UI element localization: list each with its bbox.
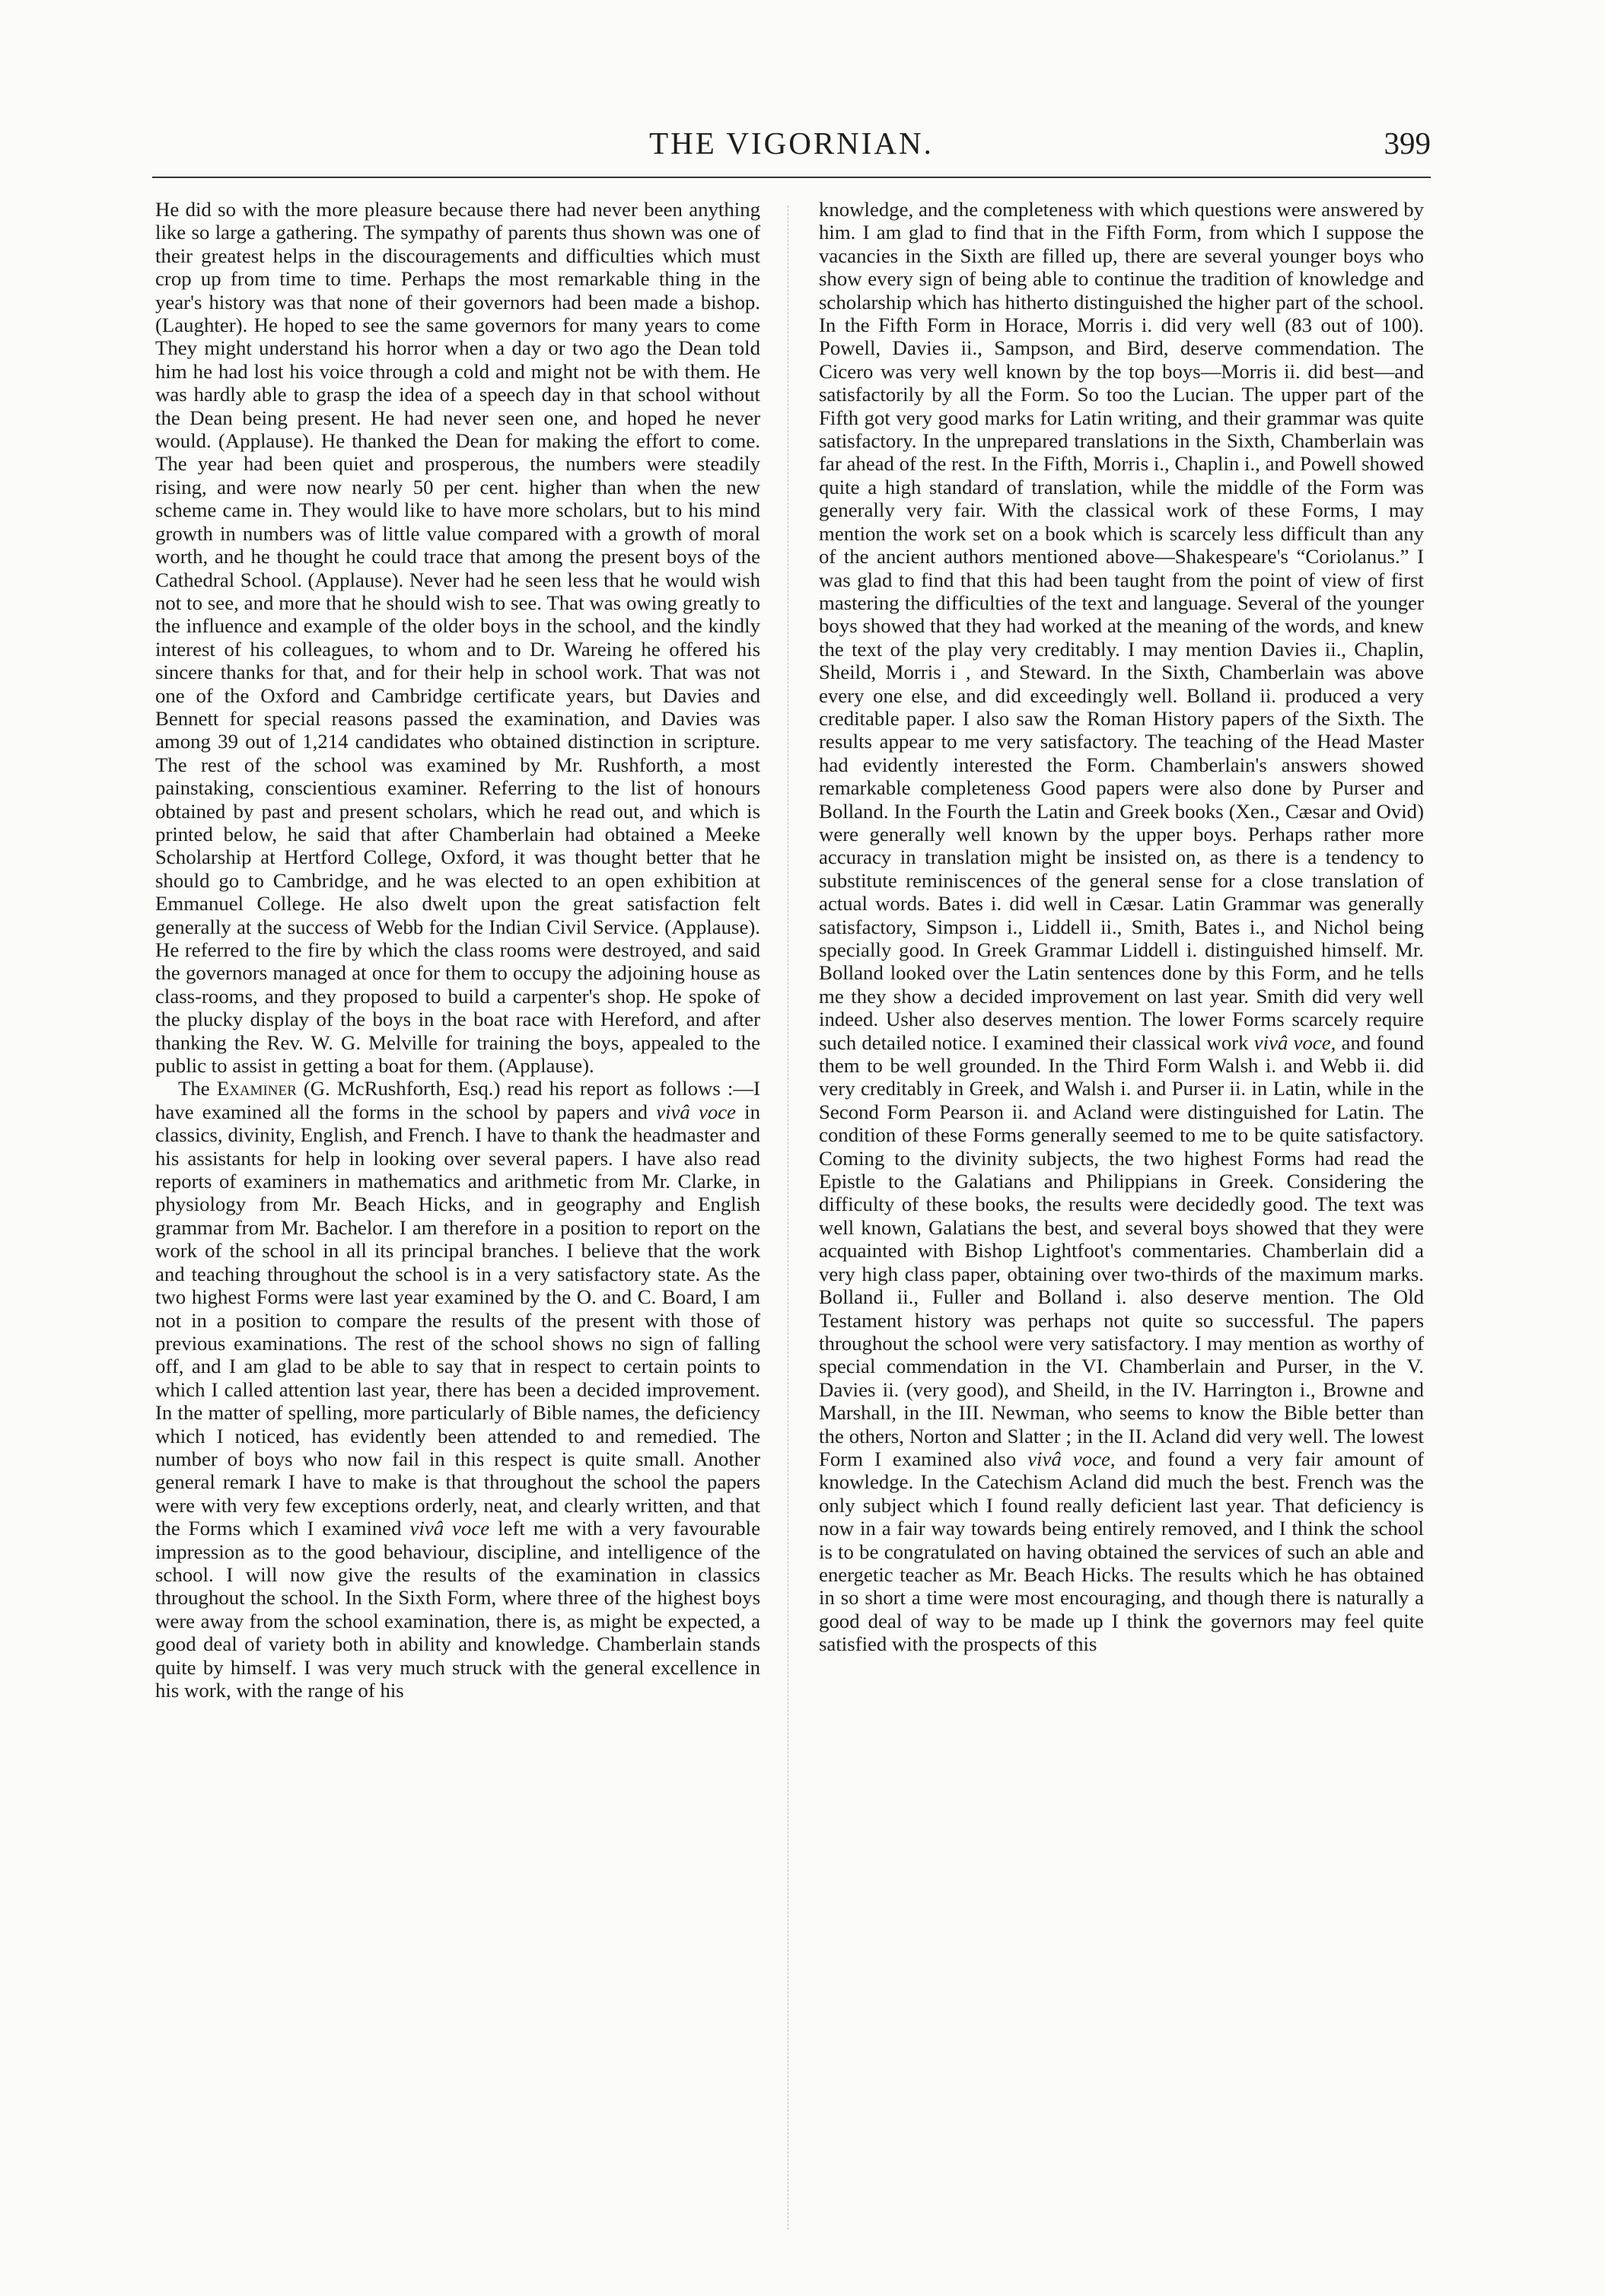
italic-phrase: vivâ voce <box>409 1517 490 1540</box>
header-rule <box>152 177 1431 178</box>
report-text: left me with a very favourable impression as to the good behaviour, discipline, and intelligence of the school. I will now give the results of the examination in classics throughout the school. In the Sixth Form, where three of the highest boys were away from the school examination, there is, as might be expected, a good deal of variety both in ability and knowledge. Chamberlain stands quite by himself. I was very much struck with the general excellence in his work, with the range of his <box>155 1517 760 1702</box>
page-number: 399 <box>1384 126 1431 161</box>
report-text: and found a very fair amount of knowledge. In the Catechism Acland did much the best. French was the only subject which I found really deficient last year. That deficiency is now in a fair way towards being entirely removed, and I think the school is to be congratulated on having obtained the services of such an able and energetic teacher as Mr. Beach Hicks. The results which he has obtained in so short a time were most encouraging, and though there is naturally a good deal of way to be made up I think the governors may feel quite satisfied with the prospects of this <box>819 1447 1424 1656</box>
report-text: in classics, divinity, English, and French. I have to thank the headmaster and his assistants for help in looking over several papers. I have also read reports of examiners in mathematics and arithmetic from Mr. Clarke, in physiology from Mr. Beach Hicks, and in geography and English grammar from Mr. Bachelor. I am therefore in a position to report on the work of the school in all its principal branches. I believe that the work and teaching throughout the school is in a very satisfactory state. As the two highest Forms were last year examined by the O. and C. Board, I am not in a position to compare the results of the present with those of previous examinations. The rest of the school shows no sign of falling off, and I am glad to be able to say that in respect to certain points to which I called attention last year, there has been a decided improvement. In the matter of spelling, more particularly of Bible names, the deficiency which I noticed, has evidently been attended to and remedied. The number of boys who now fail in this respect is quite small. Another general remark I have to make is that throughout the school the papers were with very few exceptions orderly, neat, and clearly written, and that the Forms which I examined <box>155 1100 760 1540</box>
italic-phrase: vivâ voce, <box>1027 1447 1116 1470</box>
publication-title: THE VIGORNIAN. <box>649 126 934 161</box>
italic-phrase: vivâ voce <box>656 1100 737 1123</box>
page-header <box>152 120 1431 174</box>
speech-paragraph: He did so with the more pleasure because there had never been anything like so large a gathering. The sympathy of parents thus shown was one of their greatest helps in the discouragements and difficulties which must crop up from time to time. Perhaps the most remarkable thing in the year's history was that none of their governors had been made a bishop. (Laughter). He hoped to see the same governors for many years to come They might understand his horror when a day or two ago the Dean told him he had lost his voice through a cold and might not be with them. He was hardly able to grasp the idea of a speech day in that school without the Dean being present. He had never seen one, and hoped he never would. (Applause). He thanked the Dean for making the effort to come. The year had been quiet and prosperous, the numbers were steadily rising, and were now nearly 50 per cent. higher than when the new scheme came in. They would like to have more scholars, but to his mind growth in numbers was of little value compared with a growth of moral worth, and he thought he could trace that among the present boys of the Cathedral School. (Applause). Never had he seen less that he would wish not to see, and more that he should wish to see. That was owing greatly to the influence and example of the older boys in the school, and the kindly interest of his colleagues, to whom and to Dr. Wareing he offered his sincere thanks for that, and for their help in school work. That was not one of the Oxford and Cambridge certificate years, but Davies and Bennett for special reasons passed the examination, and Davies was among 39 out of 1,214 candidates who obtained distinction in scripture. The rest of the school was examined by Mr. Rushforth, a most painstaking, conscientious examiner. Referring to the list of honours obtained by past and present scholars, which he read out, and which is printed below, he said that after Chamberlain had obtained a Meeke Scholarship at Hertford College, Oxford, it was thought better that he should go to Cambridge, and he was elected to an open exhibition at Emmanuel College. He also dwelt upon the great satisfaction felt generally at the success of Webb for the Indian Civil Service. (Applause). He referred to the fire by which the class rooms were destroyed, and said the governors managed at once for them to occupy the adjoining house as class-rooms, and they proposed to build a carpenter's shop. He spoke of the plucky display of the boys in the boat race with Hereford, and after thanking the Rev. W. G. Melville for training the boys, appealed to the public to assist in getting a boat for them. (Applause). <box>155 198 760 1078</box>
report-text: (G. McRushforth, Esq.) read his report as follows :—I have examined all the forms in the school by papers and <box>155 1077 760 1123</box>
report-text: knowledge, and the completeness with which questions were answered by him. I am glad to find that in the Fifth Form, from which I suppose the vacancies in the Sixth are filled up, there are several younger boys who show every sign of being able to continue the tradition of knowledge and scholarship which has hitherto distinguished the higher part of the school. In the Fifth Form in Horace, Morris i. did very well (83 out of 100). Powell, Davies ii., Sampson, and Bird, deserve commendation. The Cicero was very well known by the top boys—Morris ii. did best—and satisfactorily by all the Form. So too the Lucian. The upper part of the Fifth got very good marks for Latin writing, and their grammar was quite satisfactory. In the unprepared translations in the Sixth, Chamberlain was far ahead of the rest. In the Fifth, Morris i., Chaplin i., and Powell showed quite a high standard of translation, while the middle of the Form was generally very fair. With the classical work of these Forms, I may mention the work set on a book which is scarcely less difficult than any of the ancient authors mentioned above—Shakespeare's “Coriolanus.” I was glad to find that this had been taught from the point of view of first mastering the difficulties of the text and language. Several of the younger boys showed that they had worked at the meaning of the words, and knew the text of the play very creditably. I may mention Davies ii., Chaplin, Sheild, Morris i , and Steward. In the Sixth, Chamberlain was above every one else, and did exceedingly well. Bolland ii. produced a very creditable paper. I also saw the Roman History papers of the Sixth. The results appear to me very satisfactory. The teaching of the Head Master had evidently interested the Form. Chamberlain's answers showed remarkable completeness Good papers were also done by Purser and Bolland. In the Fourth the Latin and Greek books (Xen., Cæsar and Ovid) were generally well known by the upper boys. Perhaps rather more accuracy in translation might be insisted on, as there is a tendency to substitute reminiscences of the general sense for a close translation of actual words. Bates i. did well in Cæsar. Latin Grammar was generally satisfactory, Simpson i., Liddell ii., Smith, Bates i., and Nichol being specially good. In Greek Grammar Liddell i. distinguished himself. Mr. Bolland looked over the Latin sentences done by this Form, and he tells me they show a decided improvement on last year. Smith did very well indeed. Usher also deserves mention. The lower Forms scarcely require such detailed notice. I examined their classical work <box>819 198 1424 1054</box>
italic-phrase: vivâ voce, <box>1253 1030 1336 1054</box>
examiner-heading: Examiner <box>216 1077 297 1100</box>
paragraph-lead: The <box>178 1077 210 1100</box>
report-text: and found them to be well grounded. In the Third Form Walsh i. and Webb ii. did very creditably in Greek, and Walsh i. and Purser ii. in Latin, while in the Second Form Pearson ii. and Acland were distinguished for Latin. The condition of these Forms generally seemed to me to be quite satisfactory. Coming to the divinity subjects, the two highest Forms had read the Epistle to the Galatians and Philippians in Greek. Considering the difficulty of these books, the results were decidedly good. The text was well known, Galatians the best, and several boys showed that they were acquainted with Bishop Lightfoot's commentaries. Chamberlain did a very high class paper, obtaining over two-thirds of the maximum marks. Bolland ii., Fuller and Bolland i. also deserve mention. The Old Testament history was perhaps not quite so successful. The papers throughout the school were very satisfactory. I may mention as worthy of special commendation in the VI. Chamberlain and Purser, in the V. Davies ii. (very good), and Sheild, in the IV. Harrington i., Browne and Marshall, in the III. Newman, who seems to know the Bible better than the others, Norton and Slatter ; in the II. Acland did very well. The lowest Form I examined also <box>819 1030 1424 1470</box>
left-column <box>155 198 760 2237</box>
examiner-report-paragraph <box>155 1077 760 1702</box>
right-column <box>819 198 1424 2237</box>
report-continuation <box>819 198 1424 1656</box>
